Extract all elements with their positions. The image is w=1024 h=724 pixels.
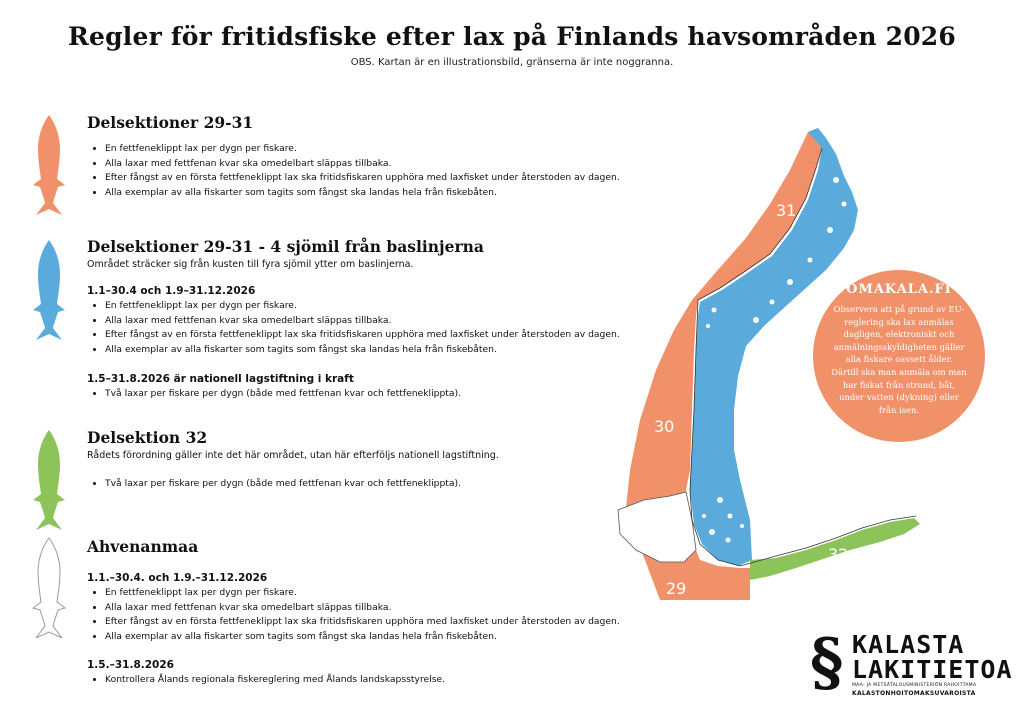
zone-label-30: 30 xyxy=(654,417,675,436)
rule-item: • Alla exemplar av alla fiskarter som tagits som fångst ska landas hela från fiskebåten. xyxy=(105,630,627,645)
omakala-text: Observera att på grund av EU-reglering ska lax anmälas dagligen, elektroniskt och anmälningsskyldigheten gäller alla fiskare oavsett ålder. Därtill ska man anmäla om man har fiskat från strand, båt, under vatten (dykning) eller från isen. xyxy=(831,304,967,415)
logo-subtext-1: MAA- JA METSÄTALOUSMINISTERIÖN RAHOITTAMA xyxy=(852,683,977,688)
rule-item: • Två laxar per fiskare per dygn (både med fettfenan kvar och fettfeneklippta). xyxy=(105,477,627,492)
section-title: Delsektioner 29-31 - 4 sjömil från baslinjerna xyxy=(87,237,484,256)
rule-list xyxy=(87,477,627,492)
rule-list xyxy=(87,299,627,357)
salmon-green-icon xyxy=(28,428,70,532)
section-description: Rådets förordning gäller inte det här området, utan här efterföljs nationell lagstiftning. xyxy=(87,450,499,461)
period-title: 1.5.–31.8.2026 xyxy=(87,659,174,672)
rule-list xyxy=(87,673,627,688)
zone-label-31: 31 xyxy=(776,201,797,220)
section-description: Området sträcker sig från kusten till fyra sjömil ytter om baslinjerna. xyxy=(87,259,414,270)
period-title: 1.1.–30.4. och 1.9.–31.12.2026 xyxy=(87,572,268,584)
rule-item: • Alla laxar med fettfenan kvar ska omedelbart släppas tillbaka. xyxy=(105,157,627,172)
page-subtitle: OBS. Kartan är en illustrationsbild, gränserna är inte noggranna. xyxy=(350,57,674,68)
rule-list xyxy=(87,586,627,644)
salmon-outline-icon xyxy=(28,536,70,640)
section-29-31-4nm xyxy=(87,238,627,402)
rule-item: • Efter fångst av en första fettfeneklippt lax ska fritidsfiskaren upphöra med laxfisket under återstoden av dagen. xyxy=(105,171,627,186)
section-32 xyxy=(87,429,627,492)
kalastalakitietoa-logo xyxy=(808,625,1013,700)
logo-subtext-2: KALASTONHOITOMAKSUVAROISTA xyxy=(852,690,976,697)
period-title: 1.1–30.4 och 1.9–31.12.2026 xyxy=(87,285,256,297)
rule-item: • Alla laxar med fettfenan kvar ska omedelbart släppas tillbaka. xyxy=(105,601,627,616)
page-title: Regler för fritidsfiske efter lax på Finlands havsområden 2026 xyxy=(68,22,956,51)
section-title: Delsektioner 29-31 xyxy=(87,113,254,132)
rule-list xyxy=(87,142,627,200)
section-29-31 xyxy=(87,114,627,200)
rule-item: • En fettfeneklippt lax per dygn per fiskare. xyxy=(105,142,627,157)
rule-item: • Alla exemplar av alla fiskarter som tagits som fångst ska landas hela från fiskebåten. xyxy=(105,343,627,358)
rule-item: • Alla laxar med fettfenan kvar ska omedelbart släppas tillbaka. xyxy=(105,314,627,329)
paragraph-hook-icon: § xyxy=(810,625,844,700)
rule-item: • Efter fångst av en första fettfeneklippt lax ska fritidsfiskaren upphöra med laxfisket under återstoden av dagen. xyxy=(105,328,627,343)
rule-list xyxy=(87,387,627,402)
zone-label-29: 29 xyxy=(666,579,687,598)
period-title: 1.5–31.8.2026 är nationell lagstiftning i kraft xyxy=(87,373,354,386)
section-ahvenanmaa xyxy=(87,538,627,688)
rule-item: • Efter fångst av en första fettfeneklippt lax ska fritidsfiskaren upphöra med laxfisket under återstoden av dagen. xyxy=(105,615,627,630)
omakala-notice xyxy=(813,270,985,442)
rule-item: • En fettfeneklippt lax per dygn per fiskare. xyxy=(105,586,627,601)
rule-item: • Två laxar per fiskare per dygn (både med fettfenan kvar och fettfeneklippta). xyxy=(105,387,627,402)
logo-line-2: LAKITIETOA xyxy=(852,655,1013,684)
rule-item: • Kontrollera Ålands regionala fiskereglering med Ålands landskapsstyrelse. xyxy=(105,673,627,688)
section-title: Delsektion 32 xyxy=(87,428,208,447)
omakala-title: OMAKALA.FI xyxy=(846,282,952,297)
section-title: Ahvenanmaa xyxy=(87,537,199,556)
zone-label-32: 32 xyxy=(828,545,849,564)
salmon-orange-icon xyxy=(28,113,70,217)
logo-line-1: KALASTA xyxy=(852,630,965,659)
salmon-blue-icon xyxy=(28,238,70,342)
rule-item: • Alla exemplar av alla fiskarter som tagits som fångst ska landas hela från fiskebåten. xyxy=(105,186,627,201)
rule-item: • En fettfeneklippt lax per dygn per fiskare. xyxy=(105,299,627,314)
